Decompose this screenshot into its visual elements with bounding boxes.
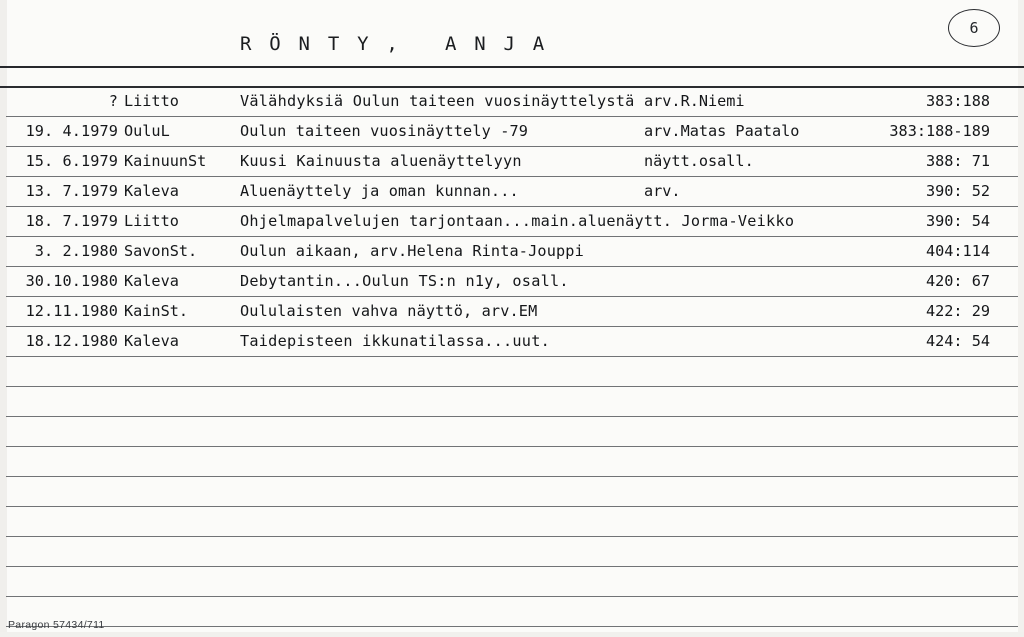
cell-note: arv. [644, 182, 681, 200]
table-row [0, 236, 1024, 266]
cell-reference: 420: 67 [925, 272, 990, 290]
cell-date: 30.10.1980 [25, 272, 118, 290]
divider-top-primary [0, 66, 1024, 68]
cell-source: Liitto [124, 92, 179, 110]
page-title: R Ö N T Y , A N J A [240, 33, 548, 55]
cell-reference: 390: 52 [925, 182, 990, 200]
cell-source: Liitto [124, 212, 179, 230]
cell-title: Ohjelmapalvelujen tarjontaan...main.aluenäytt. Jorma-Veikko [240, 212, 795, 230]
card-number [948, 9, 1002, 49]
cell-source: Kaleva [124, 182, 179, 200]
cell-date: 18. 7.1979 [25, 212, 118, 230]
cell-title: Oulun taiteen vuosinäyttely -79 [240, 122, 529, 140]
cell-reference: 424: 54 [925, 332, 990, 350]
cell-source: OuluL [124, 122, 170, 140]
cell-reference: 383:188 [925, 92, 990, 110]
table-row [0, 176, 1024, 206]
table-row [0, 86, 1024, 116]
cell-date: 19. 4.1979 [25, 122, 118, 140]
cell-date: 3. 2.1980 [34, 242, 118, 260]
cell-title: Välähdyksiä Oulun taiteen vuosinäyttelystä [240, 92, 635, 110]
table-row [0, 296, 1024, 326]
cell-reference: 390: 54 [925, 212, 990, 230]
cell-source: KainSt. [124, 302, 189, 320]
table-row [0, 206, 1024, 236]
cell-title: Taidepisteen ikkunatilassa...uut. [240, 332, 550, 350]
table-row [0, 266, 1024, 296]
cell-date: 18.12.1980 [25, 332, 118, 350]
cell-source: Kaleva [124, 332, 179, 350]
cell-title: Debytantin...Oulun TS:n n1y, osall. [240, 272, 569, 290]
cell-date: 15. 6.1979 [25, 152, 118, 170]
cell-note: arv.Matas Paatalo [644, 122, 800, 140]
cell-date: 13. 7.1979 [25, 182, 118, 200]
card-number-value: 6 [969, 19, 979, 37]
cell-reference: 404:114 [925, 242, 990, 260]
footer-code: Paragon 57434/711 [8, 619, 105, 631]
cell-title: Oulun aikaan, arv.Helena Rinta-Jouppi [240, 242, 584, 260]
cell-reference: 388: 71 [925, 152, 990, 170]
cell-date: ? [108, 92, 118, 110]
cell-title: Oululaisten vahva näyttö, arv.EM [240, 302, 538, 320]
cell-reference: 422: 29 [925, 302, 990, 320]
table-row [0, 146, 1024, 176]
cell-source: KainuunSt [124, 152, 207, 170]
table-row [0, 326, 1024, 356]
cell-note: näytt.osall. [644, 152, 754, 170]
cell-title: Aluenäyttely ja oman kunnan... [240, 182, 519, 200]
cell-title: Kuusi Kainuusta aluenäyttelyyn [240, 152, 522, 170]
cell-source: SavonSt. [124, 242, 198, 260]
table-row [0, 116, 1024, 146]
entry-table [0, 86, 1024, 637]
cell-note: arv.R.Niemi [644, 92, 745, 110]
cell-date: 12.11.1980 [25, 302, 118, 320]
cell-source: Kaleva [124, 272, 179, 290]
cell-reference: 383:188-189 [889, 122, 990, 140]
